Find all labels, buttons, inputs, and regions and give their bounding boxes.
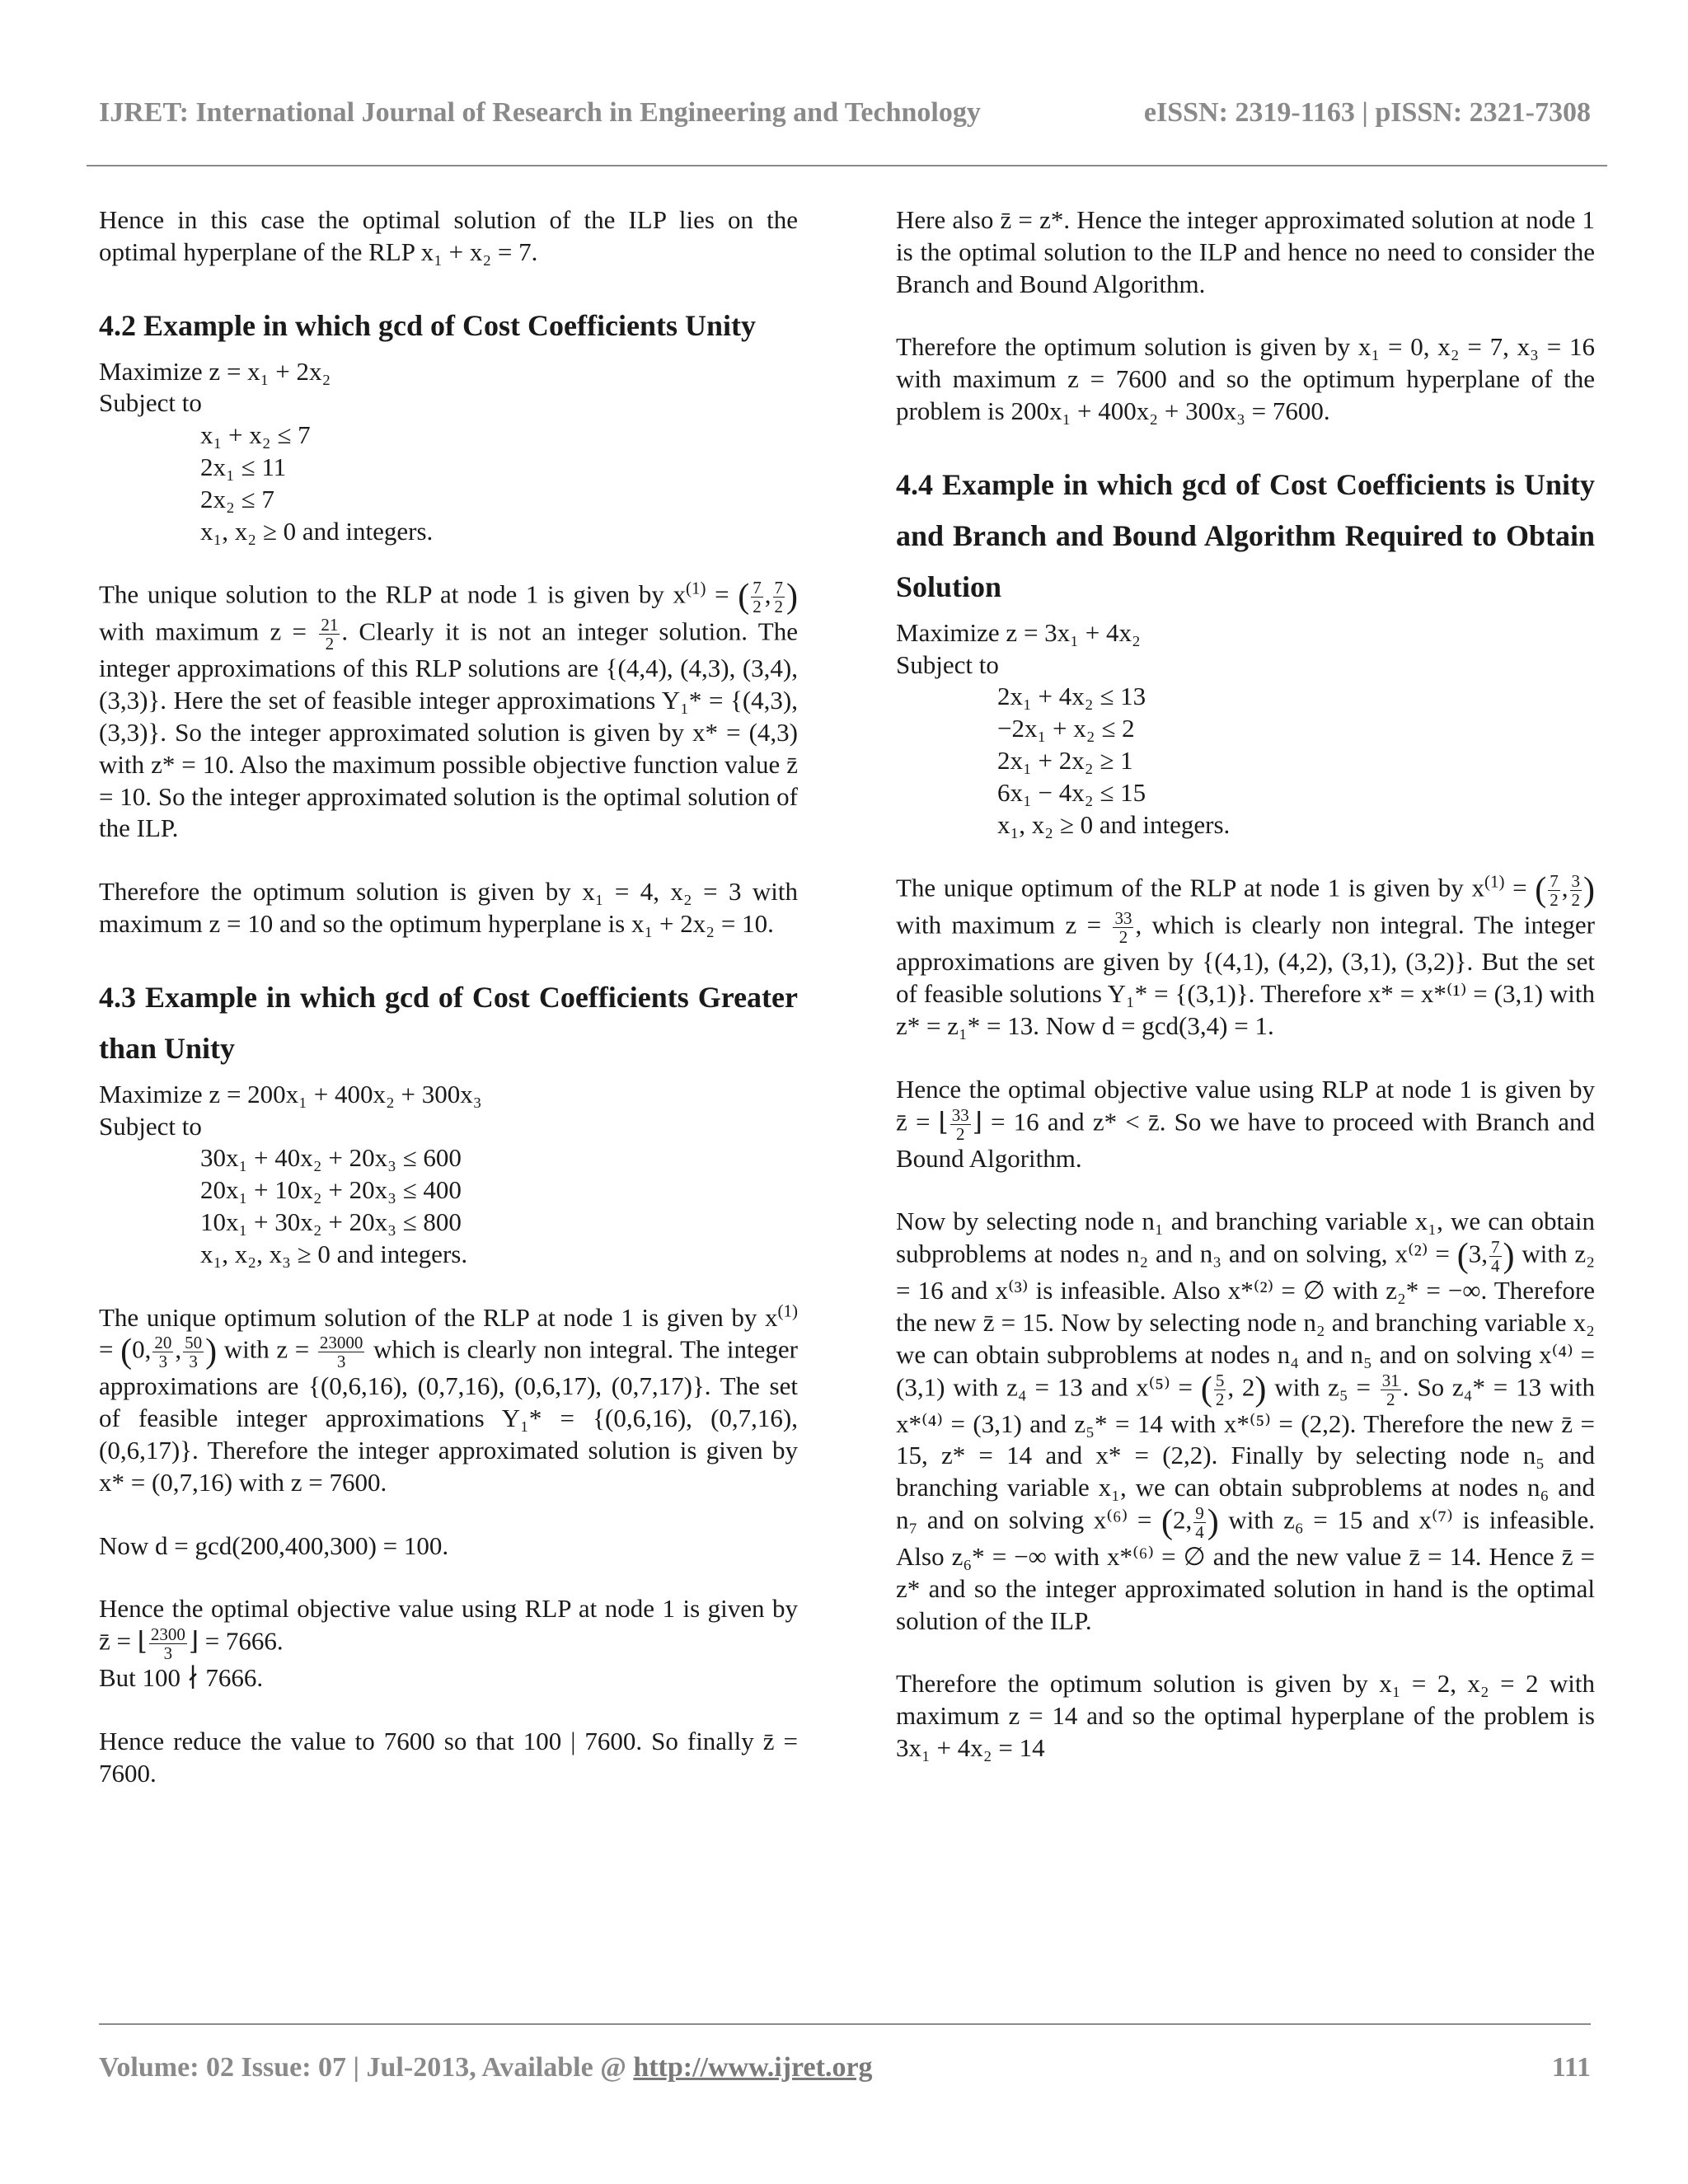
paragraph: The unique optimum of the RLP at node 1 is given by $x^{(1)}$ = ( $\frac{7}{2}$ , $\frac{3}{2}$ ) with maximum z = $\frac{33}{2}$ , which is clearly non integral. The integer approximations are given by {(4,1), (4,2), (3,1), (3,2)}. But the set of feasible solutions Y₁* = {(3,1)}. Therefore x* = x*⁽¹⁾ = (3,1) with z* = z₁* = 13. Now d = gcd(3,4) = 1.: [896, 871, 1595, 1040]
paragraph: Hence in this case the optimal solution of the ILP lies on the optimal hyperplane of the RLP x₁ + x₂ = 7.: [99, 205, 798, 266]
objective: Maximize z = 3x₁ + 4x₂: [896, 617, 1141, 647]
footer-rule: [99, 2023, 1591, 2025]
section-heading-4-2: 4.2 Example in which gcd of Cost Coefficients Unity: [99, 308, 756, 342]
paragraph: Hence reduce the value to 7600 so that 100 | 7600. So finally z̄ = 7600.: [99, 1726, 798, 1788]
constraint: x₁ + x₂ ≤ 7: [200, 420, 311, 450]
issn-label: eISSN: 2319-1163 | pISSN: 2321-7308: [1143, 97, 1591, 128]
constraint: x₁, x₂ ≥ 0 and integers.: [997, 809, 1231, 839]
paragraph: The unique optimum solution of the RLP at node 1 is given by $x^{(1)} = (0$, $\frac{20}{3}$ , $\frac{50}{3}$ ) with z = $\frac{23000}{3}$ which is clearly non integral. The integer approximations are {(0,6,16), (0,7,16), (0,6,17), (0,7,17)}. The set of feasible integer approximations Y₁* = {(0,6,16), (0,7,16), (0,6,17)}. Therefore the integer approximated solution is given by x* = (0,7,16) with z = 7600.: [99, 1301, 798, 1497]
section-heading-4-4: 4.4 Example in which gcd of Cost Coefficients is Unity and Branch and Bound Algorithm Required to Obtain Solution: [896, 467, 1595, 603]
paragraph: Hence the optimal objective value using RLP at node 1 is given by z̄ = ⌊ $\frac{33}{2}$ ⌋ = 16 and z* < z̄. So we have to proceed with Branch and Bound Algorithm.: [896, 1074, 1595, 1173]
paragraph: Therefore the optimum solution is given by x₁ = 0, x₂ = 7, x₃ = 16 with maximum z = 7600 and so the optimum hyperplane of the problem is 200x₁ + 400x₂ + 300x₃ = 7600.: [896, 332, 1595, 425]
lp-example-4-3: [99, 1079, 798, 1271]
constraint: 2x₂ ≤ 7: [200, 484, 274, 513]
constraint: 10x₁ + 30x₂ + 20x₃ ≤ 800: [200, 1207, 462, 1236]
objective: Maximize z = x₁ + 2x₂: [99, 356, 331, 386]
journal-link[interactable]: http://www.ijret.org: [633, 2052, 873, 2083]
section-heading-4-3: 4.3 Example in which gcd of Cost Coefficients Greater than Unity: [99, 980, 798, 1065]
lp-example-4-2: [99, 356, 798, 548]
constraint: 2x₁ ≤ 11: [200, 452, 287, 481]
constraints: [896, 681, 1595, 841]
header-rule: [87, 165, 1607, 166]
constraint: 2x₁ + 2x₂ ≥ 1: [997, 745, 1133, 775]
volume-label: Volume: 02 Issue: 07 | Jul-2013, Available @: [99, 2052, 634, 2083]
right-column: [896, 204, 1595, 1765]
paragraph: Therefore the optimum solution is given by x₁ = 2, x₂ = 2 with maximum z = 14 and so the optimal hyperplane of the problem is 3x₁ + 4x₂ = 14: [896, 1669, 1595, 1762]
left-column: [99, 204, 798, 1790]
paragraph: Therefore the optimum solution is given by x₁ = 4, x₂ = 3 with maximum z = 10 and so the optimum hyperplane is x₁ + 2x₂ = 10.: [99, 877, 798, 938]
lp-example-4-4: [896, 617, 1595, 841]
paragraph: Hence the optimal objective value using RLP at node 1 is given by z̄ = ⌊ $\frac{2300}{3}$ ⌋ = 7666. But 100 ∤ 7666.: [99, 1594, 798, 1693]
constraint: 2x₁ + 4x₂ ≤ 13: [997, 682, 1146, 711]
constraint: 6x₁ − 4x₂ ≤ 15: [997, 777, 1146, 807]
page-number: 111: [1551, 2052, 1591, 2083]
running-footer: [99, 2052, 1591, 2083]
paragraph: Here also z̄ = z*. Hence the integer approximated solution at node 1 is the optimal solution to the ILP and hence no need to consider the Branch and Bound Algorithm.: [896, 205, 1595, 298]
constraints: [99, 419, 798, 547]
paragraph: The unique solution to the RLP at node 1 is given by $x^{(1)}$ = ( $\frac{7}{2}$ , $\frac{7}{2}$ ) with maximum z = $\frac{21}{2}$ . Clearly it is not an integer solution. The integer approximations of this RLP solutions are {(4,4), (4,3), (3,4), (3,3)}. Here the set of feasible integer approximations Y₁* = {(4,3), (3,3)}. So the integer approximated solution is given by x* = (4,3) with z* = 10. Also the maximum possible objective function value z̄ = 10. So the integer approximated solution is the optimal solution of the ILP.: [99, 578, 799, 843]
subject-to: Subject to: [99, 1111, 202, 1141]
constraint: −2x₁ + x₂ ≤ 2: [997, 714, 1135, 743]
subject-to: Subject to: [896, 649, 999, 679]
subject-to: Subject to: [99, 388, 202, 418]
objective: Maximize z = 200x₁ + 400x₂ + 300x₃: [99, 1079, 482, 1108]
paragraph: Now d = gcd(200,400,300) = 100.: [99, 1530, 449, 1560]
constraint: x₁, x₂, x₃ ≥ 0 and integers.: [200, 1239, 468, 1268]
running-header: [99, 97, 1591, 129]
constraint: 20x₁ + 10x₂ + 20x₃ ≤ 400: [200, 1175, 462, 1205]
constraint: x₁, x₂ ≥ 0 and integers.: [200, 516, 434, 546]
paragraph: Now by selecting node n₁ and branching variable x₁, we can obtain subproblems at nodes n₂ and n₃ and on solving, x⁽²⁾ = (3, $\frac{7}{4}$ ) with z₂ = 16 and x⁽³⁾ is infeasible. Also x*⁽²⁾ = ∅ with z₂* = −∞. Therefore the new z̄ = 15. Now by selecting node n₂ and branching variable x₂ we can obtain subproblems at nodes n₄ and n₅ and on solving x⁽⁴⁾ = (3,1) with z₄ = 13 and x⁽⁵⁾ = ( $\frac{5}{2}$ , 2) with z₅ = $\frac{31}{2}$ . So z₄* = 13 with x*⁽⁴⁾ = (3,1) and z₅* = 14 with x*⁽⁵⁾ = (2,2). Therefore the new z̄ = 15, z* = 14 and x* = (2,2). Finally by selecting node n₅ and branching variable x₁, we can obtain subproblems at nodes n₆ and n₇ and on solving x⁽⁶⁾ = (2, $\frac{9}{4}$ ) with z₆ = 15 and x⁽⁷⁾ is infeasible. Also z₆* = −∞ with x*⁽⁶⁾ = ∅ and the new value z̄ = 14. Hence z̄ = z* and so the integer approximated solution in hand is the optimal solution of the ILP.: [896, 1207, 1596, 1635]
constraint: 30x₁ + 40x₂ + 20x₃ ≤ 600: [200, 1143, 462, 1173]
journal-title: IJRET: International Journal of Research in Engineering and Technology: [99, 97, 981, 128]
constraints: [99, 1142, 798, 1270]
